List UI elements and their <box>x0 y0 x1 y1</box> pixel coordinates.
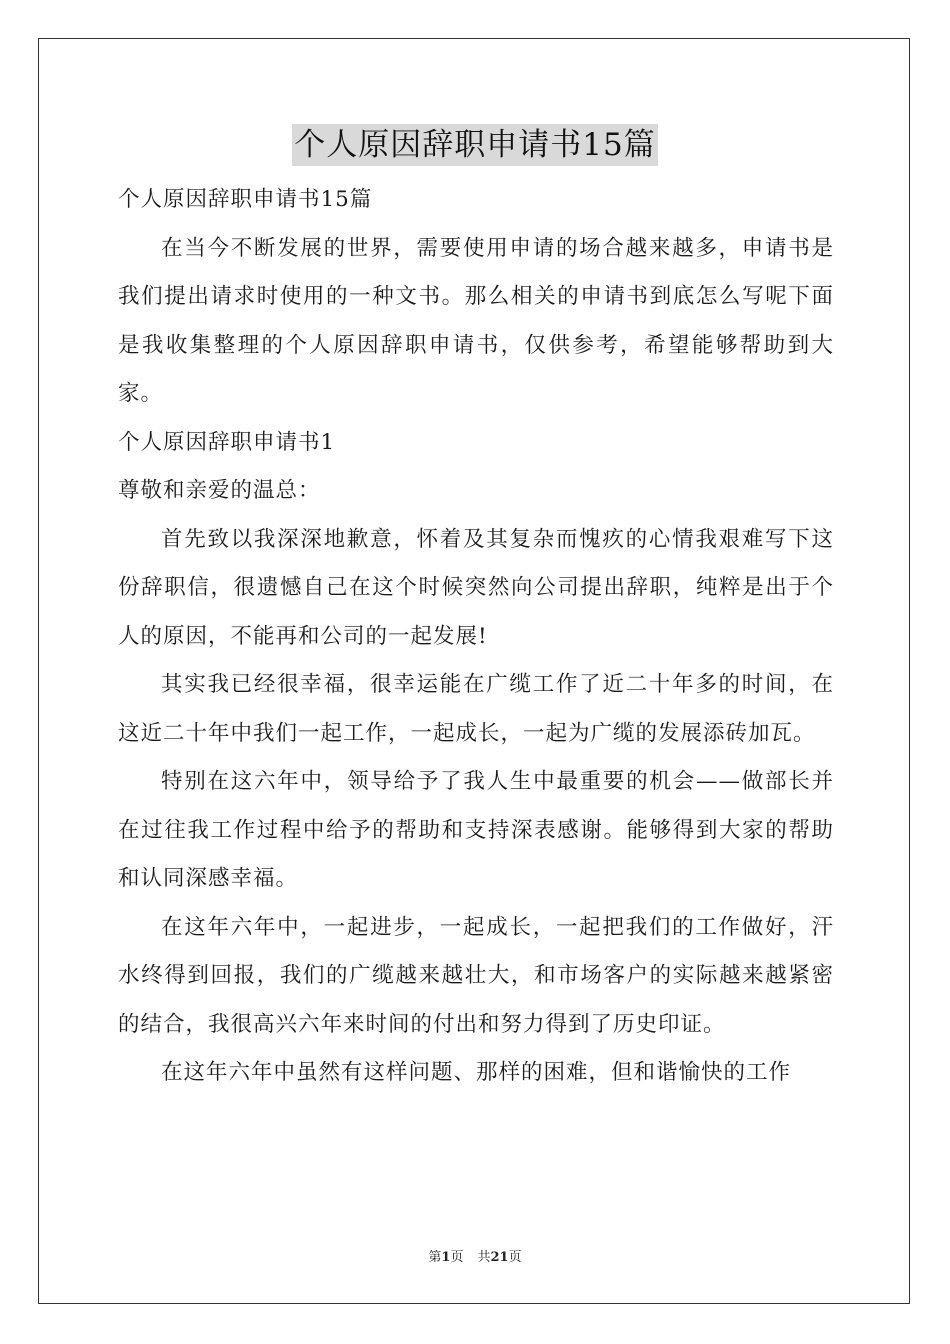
paragraph-7: 在这年六年中，一起进步，一起成长，一起把我们的工作做好，汗水终得到回报，我们的广缆越来越壮大，和市场客户的实际越来越紧密的结合，我很高兴六年来时间的付出和努力得到了历史印证。 <box>118 914 834 1037</box>
paragraph-6: 特别在这六年中，领导给予了我人生中最重要的机会——做部长并在过往我工作过程中给予的帮助和支持深表感谢。能够得到大家的帮助和认同深感幸福。 <box>118 769 834 891</box>
paragraph-4: 首先致以我深深地歉意，怀着及其复杂而愧疚的心情我艰难写下这份辞职信，很遗憾自己在这个时候突然向公司提出辞职，纯粹是出于个人的原因，不能再和公司的一起发展! <box>118 526 834 649</box>
document-body <box>118 176 834 1098</box>
paragraph-3: 尊敬和亲爱的温总： <box>118 478 321 503</box>
paragraph-0: 个人原因辞职申请书15篇 <box>118 187 373 212</box>
page-footer <box>0 1246 950 1265</box>
total-pages: 21 <box>490 1250 509 1265</box>
page-prefix: 第 <box>428 1250 442 1265</box>
paragraph-2: 个人原因辞职申请书1 <box>118 429 336 455</box>
page-current: 1 <box>441 1250 451 1265</box>
paragraph-1: 在当今不断发展的世界，需要使用申请的场合越来越多，申请书是我们提出请求时使用的一种文书。那么相关的申请书到底怎么写呢下面是我收集整理的个人原因辞职申请书，仅供参考，希望能够帮助到大家。 <box>118 235 834 406</box>
total-suffix: 页 <box>508 1250 522 1265</box>
total-prefix: 共 <box>477 1250 491 1265</box>
document-title: 个人原因辞职申请书15篇 <box>292 124 657 166</box>
page-suffix: 页 <box>450 1250 464 1265</box>
paragraph-5: 其实我已经很幸福，很幸运能在广缆工作了近二十年多的时间，在这近二十年中我们一起工作，一起成长，一起为广缆的发展添砖加瓦。 <box>118 672 834 746</box>
title-wrap <box>0 124 950 166</box>
paragraph-8: 在这年六年中虽然有这样问题、那样的困难，但和谐愉快的工作 <box>161 1060 792 1085</box>
